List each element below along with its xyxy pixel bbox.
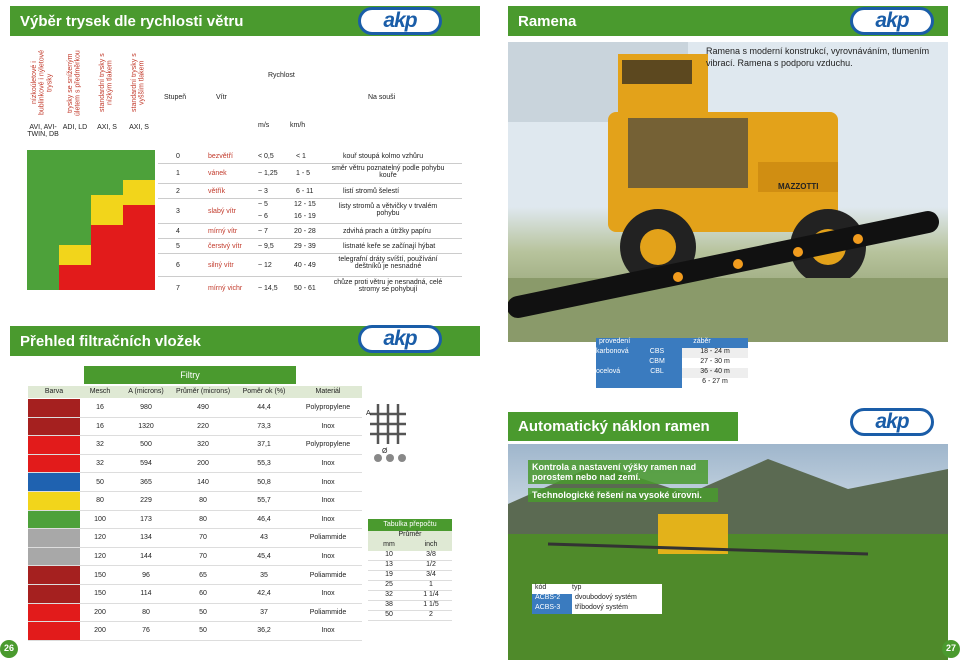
col-ms: m/s — [258, 122, 270, 129]
nozzle-type: AXI, S — [97, 124, 117, 131]
wind-vitr: mírný vichr — [208, 285, 243, 292]
wind-ms: ~ 1,25 — [258, 170, 278, 177]
filter-row — [28, 511, 362, 530]
filter-cell-a: 134 — [140, 534, 152, 542]
prov-zaber: 36 - 40 m — [682, 368, 748, 378]
kod-code: ACBS-3 — [535, 604, 561, 611]
nozzle-type: ADI, LD — [62, 124, 88, 131]
filter-color-swatch — [28, 548, 80, 566]
filter-cell-pomer: 37,1 — [257, 441, 271, 449]
kod-header: kód — [535, 584, 547, 591]
filter-cell-a: 500 — [140, 441, 152, 449]
nozzle-headers — [27, 46, 155, 120]
filter-color-swatch — [28, 529, 80, 547]
wind-stupen: 5 — [176, 243, 180, 250]
filter-cell-pomer: 73,3 — [257, 422, 271, 430]
filter-row — [28, 585, 362, 604]
wind-desc: listí stromů šelestí — [343, 188, 400, 195]
convert-header: Průměr — [368, 531, 452, 541]
col-stupen: Stupeň — [164, 94, 187, 101]
filter-cell-mesch: 120 — [94, 534, 106, 542]
filter-color-swatch — [28, 585, 80, 603]
auto-title: Automatický náklon ramen — [508, 412, 738, 441]
filter-cell-a: 76 — [142, 627, 150, 635]
wind-row — [158, 225, 462, 239]
filter-color-swatch — [28, 399, 80, 417]
wind-row — [158, 255, 462, 277]
wind-desc: telegrafní dráty svíští, používání deštníků je nesnadné — [338, 256, 438, 270]
wind-ms: ~ 14,5 — [258, 285, 278, 292]
prov-type: ocelová — [596, 368, 621, 375]
filter-cell-mesch: 16 — [96, 422, 104, 430]
nozzle-header — [91, 46, 123, 120]
wind-kmh: 20 - 28 — [294, 228, 316, 235]
filter-cell-a: 594 — [140, 460, 152, 468]
nozzle-header — [27, 46, 59, 120]
wind-vitr: vánek — [208, 170, 227, 177]
nozzle-type: AXI, S — [129, 124, 149, 131]
akp-logo: akp — [358, 325, 442, 353]
filter-color-swatch — [28, 436, 80, 454]
wind-row — [158, 150, 462, 164]
wind-kmh: 16 - 19 — [294, 213, 316, 220]
nozzle-type: AVI, AVI-TWIN, DB — [27, 124, 59, 138]
wind-desc: směr větru poznatelný podle pohybu kouře — [331, 165, 445, 179]
filter-cell-mesch: 32 — [96, 441, 104, 449]
col-na-sousi: Na souši — [368, 94, 396, 101]
akp-logo: akp — [358, 7, 442, 35]
wind-desc: listnaté keře se začínají hýbat — [343, 243, 436, 250]
filter-color-swatch — [28, 492, 80, 510]
wind-desc: zdvihá prach a útržky papíru — [343, 228, 431, 235]
wind-header — [158, 46, 462, 146]
filter-cell-pomer: 43 — [260, 534, 268, 542]
filter-cell-a: 80 — [142, 608, 150, 616]
filter-cell-prumer: 220 — [197, 422, 209, 430]
wind-stupen: 2 — [176, 188, 180, 195]
wind-ms: ~ 9,5 — [258, 243, 274, 250]
filter-cell-material: Poliammide — [309, 534, 347, 542]
wind-ms: ~ 6 — [258, 213, 268, 220]
filter-cell-mesch: 80 — [96, 497, 104, 505]
convert-cell: 1 — [429, 581, 433, 588]
wind-kmh: 1 - 5 — [296, 170, 311, 177]
convert-row — [368, 581, 452, 591]
filter-cell-mesch: 150 — [94, 590, 106, 598]
wind-row — [158, 200, 462, 224]
kod-code: ACBS-2 — [535, 594, 561, 601]
prov-code: CBL — [650, 368, 664, 375]
filter-cell-mesch: 200 — [94, 627, 106, 635]
wind-ms: ~ 7 — [258, 228, 268, 235]
prov-type — [596, 358, 632, 368]
filter-cell-material: Inox — [321, 553, 335, 561]
nozzle-header-text: standardní trysky s vyšším tlakem — [131, 53, 146, 113]
filter-cell-material: Inox — [321, 515, 335, 523]
wind-desc: kouř stoupá kolmo vzhůru — [343, 153, 424, 160]
col-vitr: Vítr — [216, 94, 227, 101]
convert-cell: 25 — [385, 581, 393, 588]
filter-cell-pomer: 45,4 — [257, 553, 271, 561]
convert-cell: 1 1/5 — [423, 601, 439, 608]
wind-stupen: 3 — [176, 208, 180, 215]
filter-cell-a: 980 — [140, 404, 152, 412]
filter-title: Přehled filtračních vložek — [20, 332, 201, 350]
filter-color-swatch — [28, 622, 80, 640]
mesh-diagram — [366, 400, 410, 470]
filter-row — [28, 548, 362, 567]
convert-row — [368, 561, 452, 571]
filter-cell-pomer: 46,4 — [257, 515, 271, 523]
filter-cell-prumer: 50 — [199, 627, 207, 635]
filter-row — [28, 622, 362, 641]
wind-kmh: 6 - 11 — [296, 188, 314, 195]
wind-kmh: 12 - 15 — [294, 201, 316, 208]
convert-row — [368, 591, 452, 601]
nozzle-types — [27, 124, 155, 148]
filter-cell-pomer: 35 — [260, 571, 268, 579]
filter-row — [28, 436, 362, 455]
sprayer-photo — [508, 42, 948, 342]
auto-desc: Kontrola a nastavení výšky ramen nad porostem nebo nad zemí. — [528, 460, 708, 484]
filter-cell-material: Inox — [321, 422, 335, 430]
filter-cell-mesch: 100 — [94, 515, 106, 523]
filter-cell-a: 144 — [140, 553, 152, 561]
filter-cell-prumer: 70 — [199, 534, 207, 542]
wind-stupen: 6 — [176, 262, 180, 269]
filter-cell-material: Poliammide — [309, 608, 347, 616]
col-kmh: km/h — [290, 122, 306, 129]
filter-cell-a: 96 — [142, 571, 150, 579]
prov-type — [596, 378, 632, 388]
filter-cell-pomer: 55,3 — [257, 460, 271, 468]
wind-kmh: < 1 — [296, 153, 306, 160]
nozzle-header — [59, 46, 91, 120]
prov-code — [632, 378, 682, 388]
mesh-label-d: Ø — [382, 448, 388, 455]
filter-col-a: A (microns) — [128, 388, 164, 395]
mesh-label-a: A — [366, 410, 371, 417]
akp-logo: akp — [850, 408, 934, 436]
filter-cell-mesch: 200 — [94, 608, 106, 616]
wind-ms: ~ 3 — [258, 188, 268, 195]
filter-cell-a: 365 — [140, 478, 152, 486]
nozzle-header-text: standardní trysky s nízkým tlakem — [99, 53, 114, 113]
filter-color-swatch — [28, 455, 80, 473]
filter-group-header: Filtry — [84, 366, 296, 384]
convert-col: inch — [424, 541, 438, 548]
filter-cell-a: 229 — [140, 497, 152, 505]
wind-row — [158, 240, 462, 254]
wind-stupen: 7 — [176, 285, 180, 292]
filter-row — [28, 492, 362, 511]
filter-cell-material: Inox — [321, 460, 335, 468]
prov-header: provedení — [599, 338, 631, 345]
filter-cell-prumer: 70 — [199, 553, 207, 561]
convert-row — [368, 551, 452, 561]
prov-header: záběr — [693, 338, 711, 345]
convert-cell: 19 — [385, 571, 393, 578]
nozzle-header-text: trysky se sníženým úletem s předměrkou — [67, 50, 82, 116]
filter-row — [28, 399, 362, 418]
intro-text: Ramena s moderní konstrukcí, vyrovnáváním, tlumením vibrací. Ramena s podporu vzduchu. — [706, 46, 930, 68]
wind-kmh: 50 - 61 — [294, 285, 316, 292]
filter-cell-pomer: 44,4 — [257, 404, 271, 412]
convert-title: Tabulka přepočtu — [368, 519, 452, 531]
filter-cell-material: Inox — [321, 478, 335, 486]
kod-type: dvoubodový systém — [572, 594, 662, 604]
convert-cell: 2 — [429, 611, 433, 618]
filter-row — [28, 455, 362, 474]
filter-cell-prumer: 50 — [199, 608, 207, 616]
prov-code: CBM — [649, 358, 665, 365]
filter-color-swatch — [28, 473, 80, 491]
filter-cell-prumer: 320 — [197, 441, 209, 449]
prov-zaber: 27 - 30 m — [682, 358, 748, 368]
wind-row — [158, 278, 462, 300]
convert-cell: 10 — [385, 551, 393, 558]
prov-zaber: 6 - 27 m — [682, 378, 748, 388]
filter-cell-pomer: 36,2 — [257, 627, 271, 635]
provedeni-table — [596, 338, 748, 390]
wind-stupen: 1 — [176, 170, 180, 177]
filter-cell-prumer: 65 — [199, 571, 207, 579]
nozzle-header — [123, 46, 155, 120]
brand-label: MAZZOTTI — [778, 182, 819, 191]
nozzle-header-text: nízkoúletové i bublinkové i nýletové trysky — [31, 50, 54, 116]
filter-cell-a: 114 — [140, 590, 152, 598]
wind-row — [158, 164, 462, 184]
filter-col-prumer: Průměr (microns) — [175, 388, 231, 395]
wind-stupen: 4 — [176, 228, 180, 235]
filter-cell-mesch: 32 — [96, 460, 104, 468]
filter-cell-mesch: 50 — [96, 478, 104, 486]
wind-vitr: čerstvý vítr — [208, 243, 242, 250]
convert-cell: 3/8 — [426, 551, 436, 558]
page-title: Výběr trysek dle rychlosti větru — [20, 12, 244, 30]
convert-cell: 1 1/4 — [423, 591, 439, 598]
filter-cell-mesch: 150 — [94, 571, 106, 579]
kod-table — [532, 584, 662, 614]
convert-table — [368, 519, 452, 621]
filter-cell-a: 173 — [140, 515, 152, 523]
filter-cell-pomer: 42,4 — [257, 590, 271, 598]
filter-row — [28, 566, 362, 585]
convert-cell: 32 — [385, 591, 393, 598]
convert-col: mm — [383, 541, 395, 548]
filter-col-mesch: Mesch — [89, 388, 111, 395]
filter-cell-pomer: 37 — [260, 608, 268, 616]
convert-cell: 3/4 — [426, 571, 436, 578]
filter-row — [28, 529, 362, 548]
filter-col-material: Materiál — [315, 388, 341, 395]
filter-color-swatch — [28, 566, 80, 584]
wind-ms: ~ 12 — [258, 262, 272, 269]
filter-row — [28, 604, 362, 623]
prov-code: CBS — [649, 348, 665, 355]
filter-cell-pomer: 50,8 — [257, 478, 271, 486]
filter-cell-prumer: 60 — [199, 590, 207, 598]
wind-vitr: bezvětří — [208, 153, 233, 160]
convert-row — [368, 601, 452, 611]
prov-zaber: 18 - 24 m — [682, 348, 748, 358]
wind-ms: ~ 5 — [258, 201, 268, 208]
filter-cell-material: Inox — [321, 627, 335, 635]
wind-desc: listy stromů a větvičky v trvalém pohybu — [338, 203, 438, 217]
wind-kmh: 40 - 49 — [294, 262, 316, 269]
convert-cell: 38 — [385, 601, 393, 608]
wind-desc: chůze proti větru je nesnadná, celé stromy se pohybují — [333, 279, 443, 293]
filter-cell-material: Polypropylene — [305, 441, 351, 449]
convert-cell: 1/2 — [426, 561, 436, 568]
convert-row — [368, 571, 452, 581]
filter-cell-material: Poliammide — [309, 571, 347, 579]
col-rychlost: Rychlost — [268, 72, 295, 79]
wind-vitr: mírný vítr — [208, 228, 238, 235]
wind-row — [158, 185, 462, 199]
filter-cell-prumer: 80 — [199, 497, 207, 505]
filter-cell-material: Inox — [321, 497, 335, 505]
auto-desc-2: Technologické řešení na vysoké úrovni. — [528, 488, 718, 502]
filter-cell-pomer: 55,7 — [257, 497, 271, 505]
filter-cell-material: Polypropylene — [305, 404, 351, 412]
kod-header: typ — [572, 584, 582, 591]
filter-header-row — [28, 386, 362, 398]
filter-cell-prumer: 80 — [199, 515, 207, 523]
kod-type: tříbodový systém — [572, 604, 662, 614]
filter-cell-material: Inox — [321, 590, 335, 598]
page-number-right: 27 — [942, 640, 960, 658]
wind-stupen: 0 — [176, 153, 180, 160]
filter-cell-mesch: 120 — [94, 553, 106, 561]
convert-cell: 50 — [385, 611, 393, 618]
wind-vitr: slabý vítr — [208, 208, 237, 215]
filter-cell-a: 1320 — [138, 422, 154, 430]
filter-row — [28, 418, 362, 437]
convert-cell: 13 — [385, 561, 393, 568]
filter-col-barva: Barva — [44, 388, 64, 395]
filter-cell-prumer: 200 — [197, 460, 209, 468]
filter-row — [28, 473, 362, 492]
page-number-left: 26 — [0, 640, 18, 658]
filter-cell-mesch: 16 — [96, 404, 104, 412]
wind-vitr: větřík — [208, 188, 226, 195]
akp-logo: akp — [850, 7, 934, 35]
right-title: Ramena — [518, 12, 577, 30]
filter-color-swatch — [28, 604, 80, 622]
mesh-icon — [366, 400, 410, 470]
prov-type: karbonová — [596, 348, 629, 355]
wind-vitr: silný vítr — [208, 262, 234, 269]
convert-row — [368, 611, 452, 621]
wind-ms: < 0,5 — [258, 153, 274, 160]
filter-cell-prumer: 140 — [197, 478, 209, 486]
filter-col-pomer: Poměr ok (%) — [242, 388, 286, 395]
filter-color-swatch — [28, 418, 80, 436]
filter-color-swatch — [28, 511, 80, 529]
wind-kmh: 29 - 39 — [294, 243, 316, 250]
nozzle-color-grid — [27, 150, 155, 290]
filter-cell-prumer: 490 — [197, 404, 209, 412]
